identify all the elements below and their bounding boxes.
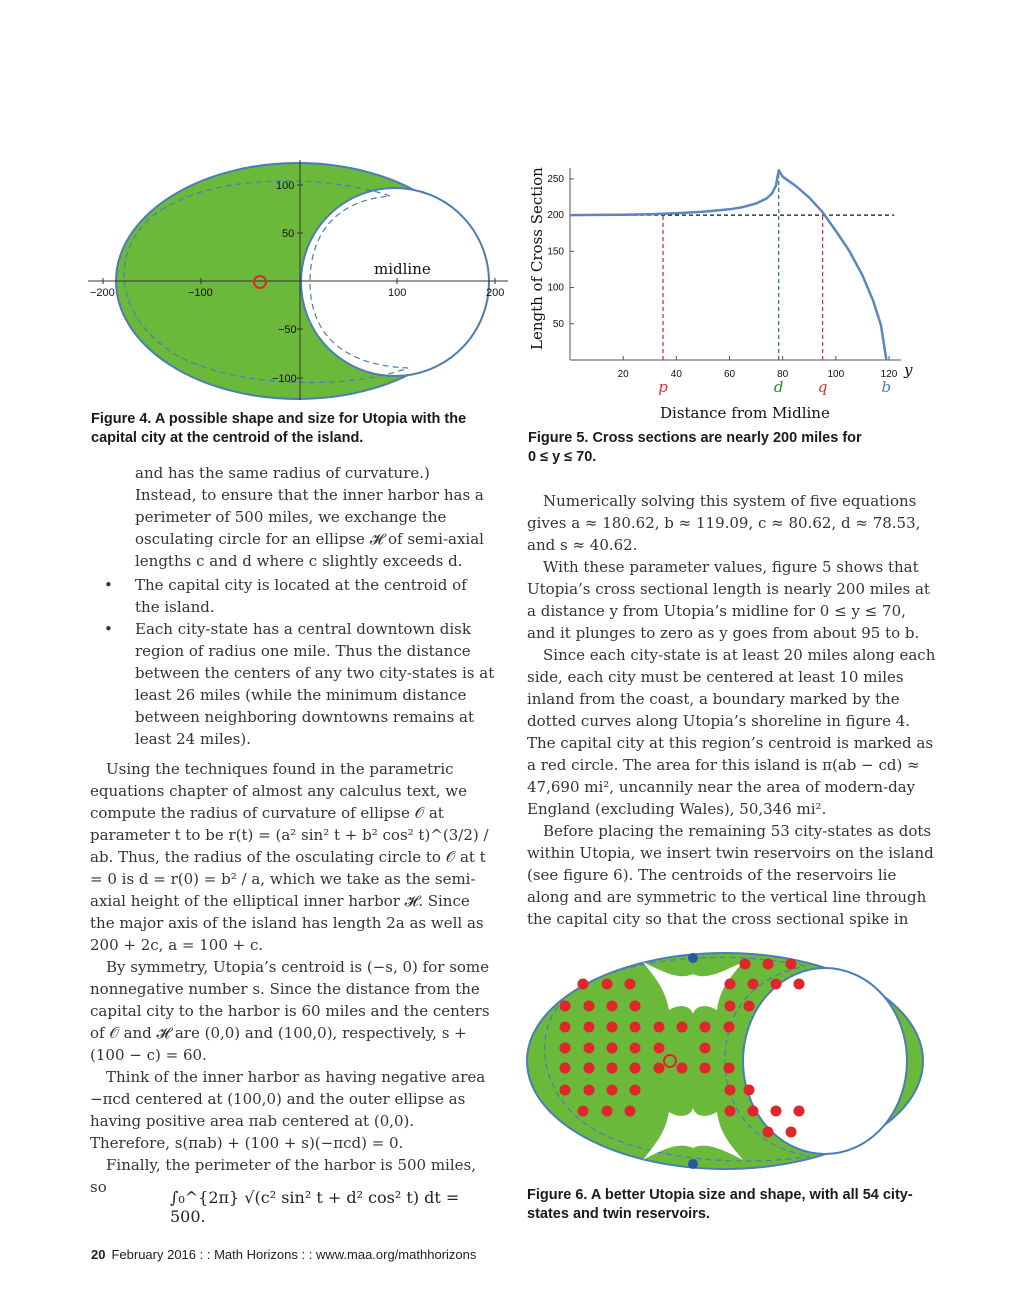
city-state-dot <box>625 979 636 990</box>
marker-label-b: b <box>881 378 892 396</box>
city-state-dot <box>763 959 774 970</box>
footer-text: February 2016 : : Math Horizons : : www.maa.org/mathhorizons <box>111 1247 477 1262</box>
bullet-item-city-state <box>104 618 495 750</box>
city-state-dot <box>625 1106 636 1117</box>
city-state-dot <box>763 1127 774 1138</box>
city-state-dot <box>584 1043 595 1054</box>
x-tick-label: 200 <box>486 287 505 299</box>
y-tick-label: 250 <box>547 173 564 185</box>
city-state-dot <box>630 1063 641 1074</box>
right-column-body <box>527 490 937 930</box>
city-state-dot <box>602 1106 613 1117</box>
paragraph: Think of the inner harbor as having negative area −πcd centered at (100,0) and the outer ellipse as having positive area πab centered at (0,0). Therefore, s(πab) + (100 + s)(−πcd) = 0. <box>90 1068 486 1152</box>
city-state-dot <box>725 979 736 990</box>
city-state-dot <box>607 1001 618 1012</box>
paragraph: With these parameter values, figure 5 shows that Utopia’s cross sectional length is nearly 200 miles at a distance y from Utopia’s midline for 0 ≤ y ≤ 70, and it plunges to zero as y goes from about 95 to b. <box>527 558 930 642</box>
city-state-dot <box>744 1001 755 1012</box>
city-state-dot <box>607 1063 618 1074</box>
y-axis-label: Length of Cross Section <box>528 167 546 350</box>
paragraph: Numerically solving this system of five equations gives a ≈ 180.62, b ≈ 119.09, c ≈ 80.62, d ≈ 78.53, and s ≈ 40.62. <box>527 492 921 554</box>
city-state-dot <box>578 1106 589 1117</box>
y-tick-label: −100 <box>272 373 297 385</box>
city-state-dot <box>578 979 589 990</box>
x-tick-label: 120 <box>880 369 898 380</box>
city-state-dot <box>560 1043 571 1054</box>
x-tick-label: 100 <box>388 287 407 299</box>
left-column-body <box>90 758 490 1198</box>
paragraph: Before placing the remaining 53 city-states as dots within Utopia, we insert twin reservoirs on the island (see figure 6). The centroids of the reservoirs lie along and are symmetric to the vertical line through the capital city so that the cross sectional spike in <box>527 822 934 928</box>
city-state-dot <box>630 1085 641 1096</box>
marker-label-d: d <box>773 378 784 396</box>
y-tick-label: 150 <box>547 246 564 258</box>
x-tick-label: 20 <box>617 369 629 380</box>
y-tick-label: 100 <box>547 282 564 294</box>
harbor-outline <box>743 968 907 1154</box>
x-tick-label: 60 <box>723 369 736 380</box>
page-number: 20 <box>91 1247 106 1262</box>
city-state-dot <box>654 1022 665 1033</box>
city-state-dot <box>794 1106 805 1117</box>
midline-label: midline <box>374 260 431 278</box>
reservoir-north-center <box>688 953 698 963</box>
figure5-caption-line1: Figure 5. Cross sections are nearly 200 miles for <box>528 430 862 446</box>
figure5-chart <box>525 160 935 425</box>
bullet-item-capital <box>104 574 495 618</box>
figure5-caption <box>528 429 948 467</box>
figure4-caption: Figure 4. A possible shape and size for Utopia with the capital city at the centroid of the island. <box>91 411 467 446</box>
city-state-dot <box>771 979 782 990</box>
x-tick-label: −100 <box>188 287 213 299</box>
city-state-dot <box>748 1106 759 1117</box>
city-state-dot <box>786 1127 797 1138</box>
city-state-dot <box>744 1085 755 1096</box>
figure5-caption-line2: 0 ≤ y ≤ 70. <box>528 449 597 465</box>
continuation-paragraph <box>135 462 495 572</box>
bullet-text: Each city-state has a central downtown disk region of radius one mile. Thus the distance between the centers of any two city-states is at least 26 miles (while the minimum distance between neighboring downtowns remains at least 24 miles). <box>135 620 495 748</box>
city-state-dot <box>560 1085 571 1096</box>
y-tick-label: 100 <box>276 180 295 192</box>
city-state-dot <box>654 1063 665 1074</box>
city-state-dot <box>560 1001 571 1012</box>
city-state-dot <box>677 1022 688 1033</box>
bullet-dot: • <box>104 576 113 594</box>
city-state-dot <box>560 1022 571 1033</box>
y-tick-label: −50 <box>278 324 297 336</box>
bullet-text: The capital city is located at the centroid of the island. <box>135 576 467 616</box>
city-state-dot <box>786 959 797 970</box>
paragraph: Finally, the perimeter of the harbor is 500 miles, so <box>90 1156 476 1196</box>
city-state-dot <box>630 1022 641 1033</box>
city-state-dot <box>630 1043 641 1054</box>
perimeter-equation: ∫₀^{2π} √(c² sin² t + d² cos² t) dt = 500. <box>170 1188 460 1226</box>
continuation-text: and has the same radius of curvature.) Instead, to ensure that the inner harbor has a perimeter of 500 miles, we exchange the osculating circle for an ellipse 𝓗 of semi-axial lengths c and d where c slightly exceeds d. <box>135 464 484 570</box>
city-state-dot <box>725 1085 736 1096</box>
page-footer <box>91 1247 476 1262</box>
city-state-dot <box>771 1106 782 1117</box>
city-state-dot <box>740 959 751 970</box>
city-state-dot <box>794 979 805 990</box>
reservoir-south-center <box>688 1159 698 1169</box>
city-state-dot <box>725 1001 736 1012</box>
x-tick-label: −200 <box>90 287 115 299</box>
marker-label-p: p <box>658 378 668 396</box>
paragraph: Since each city-state is at least 20 miles along each side, each city must be centered at least 10 miles inland from the coast, a boundary marked by the dotted curves along Utopia’s shoreline in figure 4. The capital city at this region’s centroid is marked as a red circle. The area for this island is π(ab − cd) ≈ 47,690 mi², uncannily near the area of modern-day England (excluding Wales), 50,346 mi². <box>527 646 936 818</box>
city-state-dot <box>654 1043 665 1054</box>
city-state-dot <box>748 979 759 990</box>
bullet-dot: • <box>104 620 113 638</box>
harbor-outline <box>301 188 489 376</box>
cross-section-line <box>570 170 886 360</box>
city-state-dot <box>630 1001 641 1012</box>
figure4-plot <box>88 160 508 412</box>
city-state-dot <box>700 1063 711 1074</box>
figure6-map <box>525 948 925 1178</box>
city-state-dot <box>677 1063 688 1074</box>
x-axis-label: Distance from Midline <box>660 404 830 422</box>
city-state-dot <box>607 1022 618 1033</box>
figure6-caption: Figure 6. A better Utopia size and shape, with all 54 city-states and twin reservoirs. <box>527 1187 913 1222</box>
bullet-list <box>104 574 495 750</box>
city-state-dot <box>700 1022 711 1033</box>
x-tick-label: 40 <box>670 369 682 380</box>
city-state-dot <box>607 1043 618 1054</box>
city-state-dot <box>584 1001 595 1012</box>
city-state-dot <box>560 1063 571 1074</box>
paragraph: Using the techniques found in the parametric equations chapter of almost any calculus text, we compute the radius of curvature of ellipse 𝒪 at parameter t to be r(t) = (a² sin² t + b² cos² t)^(3/2) / ab. Thus, the radius of the osculating circle to 𝒪 at t = 0 is d = r(0) = b² / a, which we take as the semi-axial height of the elliptical inner harbor 𝓗. Since the major axis of the island has length 2a as well as 200 + 2c, a = 100 + c. <box>90 760 489 954</box>
city-state-dot <box>725 1106 736 1117</box>
x-tick-label: 100 <box>827 369 845 380</box>
y-variable-label: y <box>904 361 913 379</box>
city-state-dot <box>584 1022 595 1033</box>
city-state-dot <box>724 1063 735 1074</box>
city-state-dot <box>584 1063 595 1074</box>
city-state-dot <box>700 1043 711 1054</box>
marker-label-q: q <box>817 378 828 396</box>
paragraph: By symmetry, Utopia’s centroid is (−s, 0) for some nonnegative number s. Since the distance from the capital city to the harbor is 60 miles and the centers of 𝒪 and 𝓗 are (0,0) and (100,0), respectively, s + (100 − c) = 60. <box>90 958 490 1064</box>
city-state-dot <box>607 1085 618 1096</box>
city-state-dot <box>584 1085 595 1096</box>
y-tick-label: 200 <box>547 210 564 222</box>
y-tick-label: 50 <box>552 318 564 330</box>
city-state-dot <box>724 1022 735 1033</box>
city-state-dot <box>602 979 613 990</box>
y-tick-label: 50 <box>282 228 295 240</box>
x-tick-label: 80 <box>777 369 789 380</box>
